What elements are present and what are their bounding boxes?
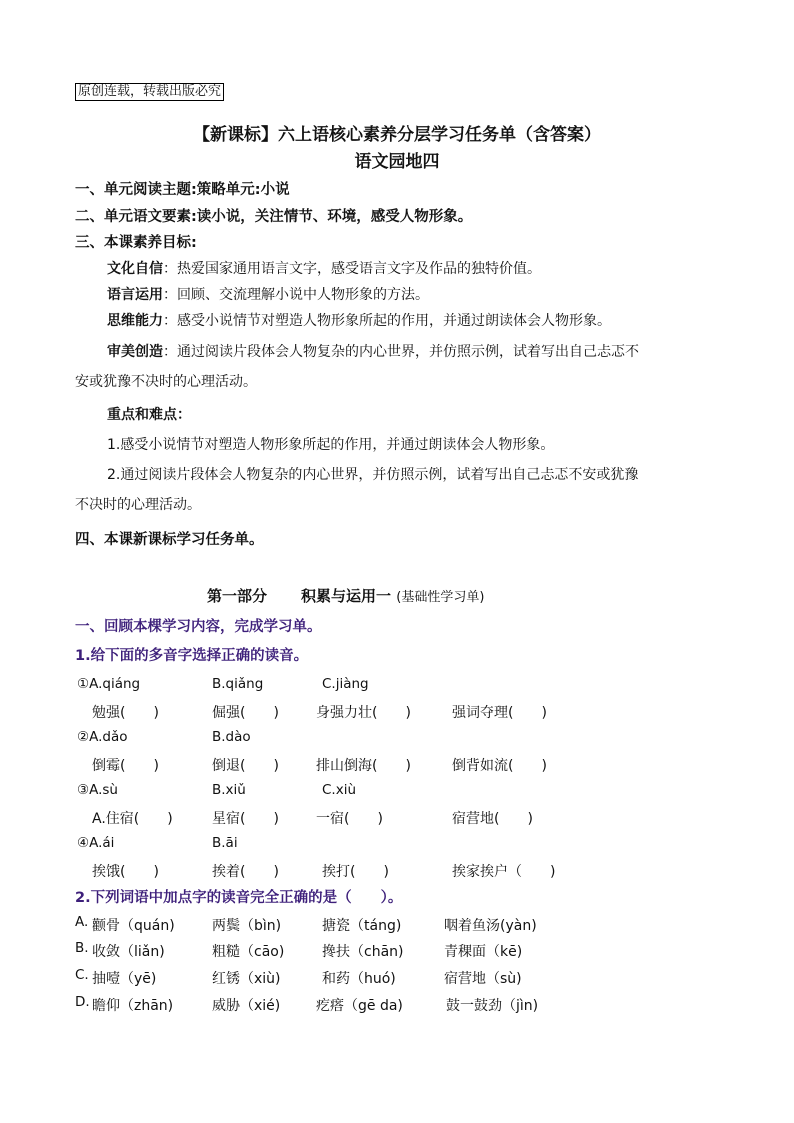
choice-c-item-1: 抽噎（yē) bbox=[92, 971, 157, 987]
part-heading bbox=[207, 585, 484, 606]
question-1: 1.给下面的多音字选择正确的读音。 bbox=[75, 648, 309, 664]
group-1-word-4: 强词夺理( ) bbox=[452, 705, 547, 721]
group-3-option-b: B.xiǔ bbox=[212, 782, 246, 798]
group-3-word-4: 宿营地( ) bbox=[452, 811, 533, 827]
group-2-option-a: ②A.dǎo bbox=[77, 729, 128, 745]
page-subtitle: 语文园地四 bbox=[354, 152, 440, 172]
question-2: 2.下列词语中加点字的读音完全正确的是（ ）。 bbox=[75, 890, 403, 906]
group-2-word-4: 倒背如流( ) bbox=[452, 758, 547, 774]
group-3-word-2: 星宿( ) bbox=[212, 811, 279, 827]
group-3-word-3: 一宿( ) bbox=[316, 811, 383, 827]
choice-a-item-3: 搪瓷（táng) bbox=[322, 918, 402, 934]
goal-language bbox=[107, 284, 429, 304]
choice-a-letter: A. bbox=[75, 914, 89, 930]
group-1-word-3: 身强力壮( ) bbox=[316, 705, 411, 721]
choice-d-letter: D. bbox=[75, 994, 90, 1010]
goal-aesthetic-cont: 安或犹豫不决时的心理活动。 bbox=[75, 374, 257, 390]
section-1-heading: 一、单元阅读主题:策略单元:小说 bbox=[75, 182, 290, 198]
group-3-option-a: ③A.sù bbox=[77, 782, 118, 798]
goal-label: 审美创造 bbox=[107, 344, 163, 360]
choice-c-item-3: 和药（huó) bbox=[322, 971, 396, 987]
group-1-word-2: 倔强( ) bbox=[212, 705, 279, 721]
choice-c-item-2: 红锈（xiù) bbox=[212, 971, 281, 987]
choice-b-item-3: 搀扶（chān) bbox=[322, 944, 404, 960]
key-point-2-cont: 不决时的心理活动。 bbox=[75, 497, 201, 513]
part-note: (基础性学习单) bbox=[396, 590, 485, 605]
choice-c-letter: C. bbox=[75, 967, 89, 983]
part-title: 第一部分 bbox=[207, 587, 268, 605]
choice-a-item-2: 两鬓（bìn) bbox=[212, 918, 282, 934]
group-4-option-a: ④A.ái bbox=[77, 835, 115, 851]
group-1-option-c: C.jiàng bbox=[322, 676, 369, 692]
choice-d-item-1: 瞻仰（zhān) bbox=[92, 998, 174, 1014]
choice-b-item-1: 收敛（liǎn) bbox=[92, 944, 165, 960]
copyright-stamp: 原创连载，转载出版必究 bbox=[75, 83, 224, 101]
group-3-word-1: A.住宿( ) bbox=[92, 811, 173, 827]
group-1-word-1: 勉强( ) bbox=[92, 705, 159, 721]
key-points-heading: 重点和难点： bbox=[107, 407, 191, 423]
goal-text: ：回顾、交流理解小说中人物形象的方法。 bbox=[163, 287, 429, 303]
choice-c-item-4: 宿营地（sù) bbox=[444, 971, 522, 987]
group-4-word-4: 挨家挨户（ ) bbox=[452, 864, 556, 880]
goal-text: ：感受小说情节对塑造人物形象所起的作用，并通过朗读体会人物形象。 bbox=[163, 313, 611, 329]
choice-d-item-3: 疙瘩（gē da) bbox=[316, 998, 403, 1014]
section-4-heading: 四、本课新课标学习任务单。 bbox=[75, 532, 264, 548]
choice-b-item-2: 粗糙（cāo) bbox=[212, 944, 285, 960]
group-4-word-3: 挨打( ) bbox=[322, 864, 389, 880]
choice-d-item-4: 鼓一鼓劲（jìn) bbox=[446, 998, 539, 1014]
section-3-heading: 三、本课素养目标: bbox=[75, 235, 197, 251]
key-point-2: 2.通过阅读片段体会人物复杂的内心世界，并仿照示例，试着写出自己忐忑不安或犹豫 bbox=[107, 467, 639, 483]
choice-a-item-1: 颧骨（quán) bbox=[92, 918, 175, 934]
goal-culture bbox=[107, 258, 541, 278]
group-1-option-b: B.qiǎng bbox=[212, 676, 264, 692]
goal-text: ：热爱国家通用语言文字，感受语言文字及作品的独特价值。 bbox=[163, 261, 541, 277]
group-2-word-2: 倒退( ) bbox=[212, 758, 279, 774]
group-1-option-a: ①A.qiáng bbox=[77, 676, 141, 692]
group-4-option-b: B.āi bbox=[212, 835, 238, 851]
part-name: 积累与运用一 bbox=[301, 587, 392, 605]
key-point-1: 1.感受小说情节对塑造人物形象所起的作用，并通过朗读体会人物形象。 bbox=[107, 437, 555, 453]
group-4-word-2: 挨着( ) bbox=[212, 864, 279, 880]
choice-d-item-2: 威胁（xié) bbox=[212, 998, 281, 1014]
goal-thinking bbox=[107, 310, 611, 330]
group-3-option-c: C.xiù bbox=[322, 782, 357, 798]
choice-a-item-4: 咽着鱼汤(yàn) bbox=[444, 918, 537, 934]
section-2-heading: 二、单元语文要素:读小说，关注情节、环境，感受人物形象。 bbox=[75, 209, 473, 225]
group-2-word-1: 倒霉( ) bbox=[92, 758, 159, 774]
choice-b-letter: B. bbox=[75, 940, 89, 956]
group-2-option-b: B.dào bbox=[212, 729, 251, 745]
choice-b-item-4: 青稞面（kē) bbox=[444, 944, 523, 960]
goal-label: 文化自信 bbox=[107, 261, 163, 277]
goal-label: 思维能力 bbox=[107, 313, 163, 329]
goal-label: 语言运用 bbox=[107, 287, 163, 303]
group-4-word-1: 挨饿( ) bbox=[92, 864, 159, 880]
goal-aesthetic bbox=[107, 341, 639, 361]
goal-text: ：通过阅读片段体会人物复杂的内心世界，并仿照示例，试着写出自己忐忑不 bbox=[163, 344, 639, 360]
page-title: 【新课标】六上语核心素养分层学习任务单（含答案） bbox=[193, 125, 601, 145]
group-2-word-3: 排山倒海( ) bbox=[316, 758, 411, 774]
task-1-heading: 一、回顾本棵学习内容，完成学习单。 bbox=[75, 619, 322, 635]
